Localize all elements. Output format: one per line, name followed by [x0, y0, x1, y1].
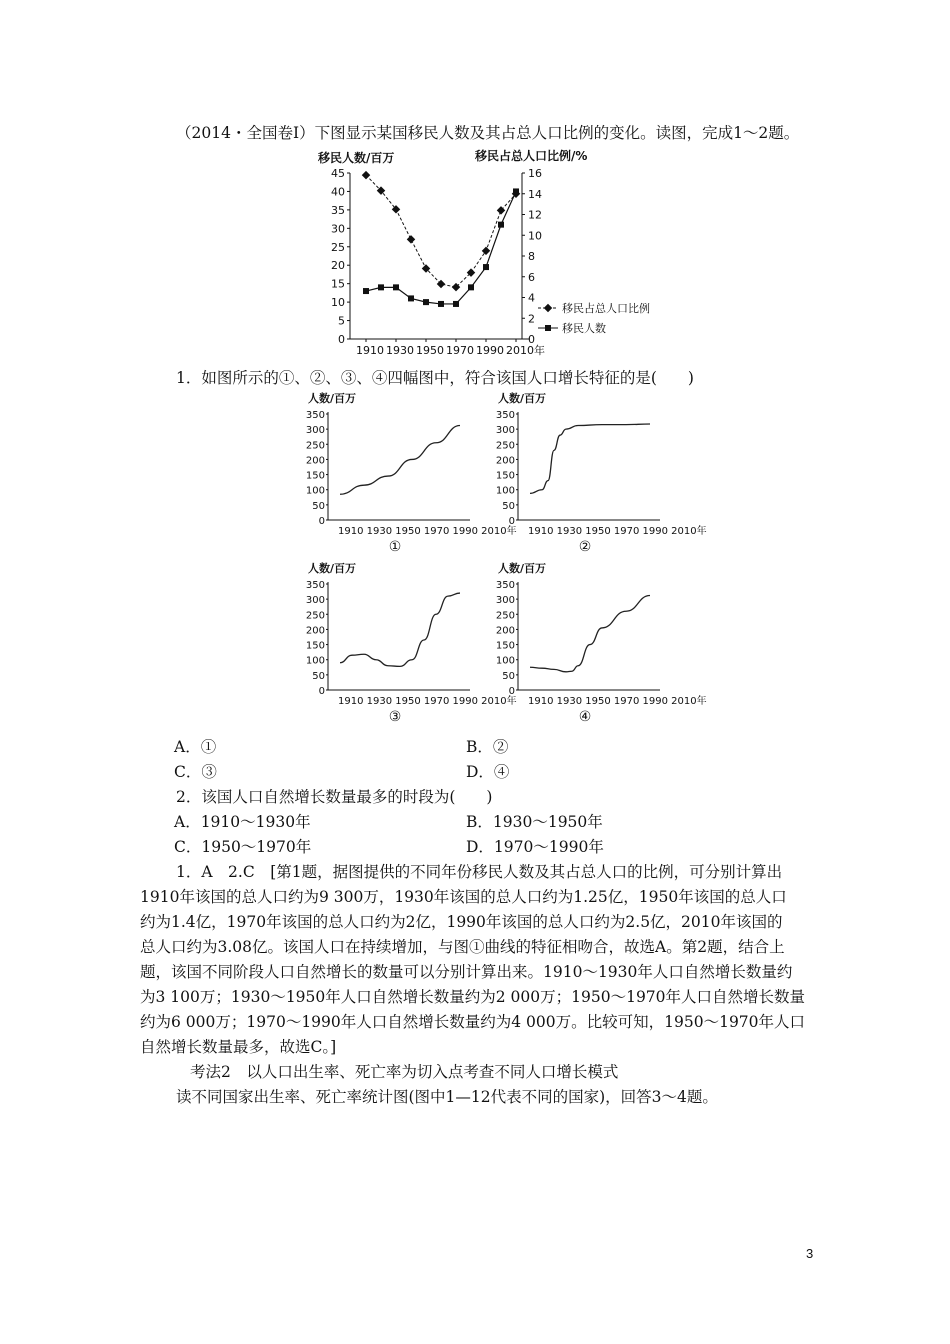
left-tick-label: 20	[331, 259, 345, 273]
count-point	[438, 301, 444, 307]
graph-y-title: 人数/百万	[498, 562, 547, 575]
x-tick-label: 1950	[416, 344, 444, 357]
left-tick-label: 25	[331, 240, 345, 254]
x-tick-label: 2010年	[506, 344, 545, 357]
ratio-point	[452, 283, 460, 291]
graph-4	[490, 560, 707, 730]
q2-option-d[interactable]: D．1970～1990年	[466, 838, 604, 856]
q2-option-c[interactable]: C．1950～1970年	[174, 838, 312, 856]
answer-line: 1910年该国的总人口约为9 300万，1930年该国的总人口约为1.25亿，1950年该国的总人口	[140, 888, 787, 906]
graph-y-tick-label: 350	[305, 580, 325, 591]
graph-y-tick-label: 250	[305, 610, 325, 622]
count-point	[423, 299, 429, 305]
graph-x-tick-labels: 1910 1930 1950 1970 1990 2010年	[338, 526, 517, 537]
graph-y-tick-label: 100	[305, 655, 325, 667]
graph-x-tick-labels: 1910 1930 1950 1970 1990 2010年	[528, 696, 707, 707]
ratio-point	[437, 280, 445, 288]
right-tick-label: 6	[528, 270, 535, 284]
right-tick-label: 0	[528, 333, 535, 346]
x-tick-label: 1910	[356, 344, 384, 357]
left-tick-label: 35	[331, 203, 345, 217]
left-tick-label: 15	[331, 277, 345, 291]
answer-line: 为3 100万；1930～1950年人口自然增长数量约为2 000万；1950～1970年人口自然增长数量	[140, 988, 806, 1006]
right-tick-label: 14	[528, 187, 542, 201]
graph-y-tick-label: 0	[318, 686, 325, 697]
population-curve	[530, 596, 650, 672]
x-tick-label: 1990	[476, 344, 504, 357]
graph-y-tick-label: 100	[305, 485, 325, 497]
population-curve	[530, 424, 650, 493]
graph-x-tick-labels: 1910 1930 1950 1970 1990 2010年	[528, 526, 707, 537]
method-heading: 考法2 以人口出生率、死亡率为切入点考查不同人口增长模式	[190, 1063, 619, 1081]
graph-label: ④	[578, 709, 592, 725]
graph-y-tick-label: 150	[495, 470, 515, 482]
left-tick-label: 5	[338, 314, 345, 328]
answer-line: 题，该国不同阶段人口自然增长的数量可以分别计算出来。1910～1930年人口自然增长数量约	[140, 963, 793, 981]
graph-y-tick-label: 300	[495, 425, 515, 437]
graph-y-tick-label: 150	[305, 470, 325, 482]
graph-y-tick-label: 150	[305, 640, 325, 652]
left-tick-label: 40	[331, 185, 345, 199]
graph-y-tick-label: 300	[495, 595, 515, 607]
left-tick-label: 0	[338, 333, 345, 346]
ratio-point	[482, 247, 490, 255]
count-point	[408, 295, 414, 301]
count-point	[513, 188, 519, 194]
count-point	[378, 284, 384, 290]
graph-y-title: 人数/百万	[308, 392, 357, 405]
graph-y-tick-label: 50	[312, 670, 325, 682]
method-text: 读不同国家出生率、死亡率统计图(图中1—12代表不同的国家)，回答3～4题。	[176, 1088, 718, 1106]
graph-y-tick-label: 100	[495, 655, 515, 667]
count-point	[453, 301, 459, 307]
graph-y-tick-label: 300	[305, 595, 325, 607]
count-point	[498, 222, 504, 228]
graph-y-tick-label: 300	[305, 425, 325, 437]
legend-count-label: 移民人数	[562, 322, 606, 335]
q2-option-b[interactable]: B．1930～1950年	[466, 813, 603, 831]
graph-y-tick-label: 0	[508, 516, 515, 527]
ratio-point	[497, 206, 505, 214]
immigration-chart	[300, 146, 650, 366]
graph-y-tick-label: 200	[305, 625, 325, 637]
ratio-point	[362, 171, 370, 179]
right-tick-label: 10	[528, 229, 542, 243]
q1-option-a[interactable]: A．①	[174, 738, 217, 756]
x-tick-label: 1930	[386, 344, 414, 357]
q2-option-a[interactable]: A．1910～1930年	[174, 813, 311, 831]
right-tick-label: 16	[528, 167, 542, 180]
left-tick-label: 10	[331, 296, 345, 310]
graph-y-title: 人数/百万	[498, 392, 547, 405]
page-number: 3	[806, 1246, 814, 1261]
graph-y-tick-label: 250	[495, 440, 515, 452]
graph-1	[300, 390, 517, 560]
graph-y-tick-label: 150	[495, 640, 515, 652]
graph-y-tick-label: 50	[312, 500, 325, 512]
x-tick-label: 1970	[446, 344, 474, 357]
graph-y-title: 人数/百万	[308, 562, 357, 575]
graph-3	[300, 560, 517, 730]
ratio-point	[407, 235, 415, 243]
graph-y-tick-label: 50	[502, 670, 515, 682]
right-tick-label: 4	[528, 291, 535, 305]
graph-label: ②	[578, 539, 592, 555]
graph-y-tick-label: 0	[318, 516, 325, 527]
graph-y-tick-label: 350	[305, 410, 325, 421]
count-point	[363, 288, 369, 294]
q1-option-d[interactable]: D．④	[466, 763, 510, 781]
answer-line: 约为1.4亿，1970年该国的总人口约为2亿，1990年该国的总人口约为2.5亿，2010年该国的	[140, 913, 783, 931]
q2-stem: 2．该国人口自然增长数量最多的时段为( )	[176, 788, 493, 806]
answer-line: 约为6 000万；1970～1990年人口自然增长数量约为4 000万。比较可知，1950～1970年人口	[140, 1013, 806, 1031]
population-curve	[340, 426, 460, 495]
left-axis-title: 移民人数/百万	[318, 151, 395, 165]
graph-y-tick-label: 250	[495, 610, 515, 622]
graph-y-tick-label: 200	[305, 455, 325, 467]
left-tick-label: 45	[331, 167, 345, 180]
q1-stem: 1．如图所示的①、②、③、④四幅图中，符合该国人口增长特征的是( )	[176, 369, 694, 387]
legend-ratio-label: 移民占总人口比例	[562, 302, 650, 315]
graph-y-tick-label: 250	[305, 440, 325, 452]
intro-text: （2014・全国卷Ⅰ）下图显示某国移民人数及其占总人口比例的变化。读图，完成1～2题。	[176, 124, 800, 142]
graph-y-tick-label: 50	[502, 500, 515, 512]
graph-y-tick-label: 350	[495, 410, 515, 421]
graph-label: ③	[388, 709, 402, 725]
q1-option-c[interactable]: C．③	[174, 763, 217, 781]
graph-label: ①	[388, 539, 402, 555]
q1-option-b[interactable]: B．②	[466, 738, 509, 756]
answer-line: 自然增长数量最多，故选C。]	[140, 1038, 337, 1056]
count-point	[468, 284, 474, 290]
graph-2	[490, 390, 707, 560]
right-axis-title: 移民占总人口比例/%	[475, 149, 588, 163]
graph-y-tick-label: 0	[508, 686, 515, 697]
ratio-line	[366, 175, 516, 287]
graph-y-tick-label: 100	[495, 485, 515, 497]
legend	[538, 301, 650, 335]
answer-line: 1．A 2.C [第1题，据图提供的不同年份移民人数及其占总人口的比例，可分别计算出	[176, 863, 783, 881]
left-tick-label: 30	[331, 222, 345, 236]
answer-line: 总人口约为3.08亿。该国人口在持续增加，与图①曲线的特征相吻合，故选A。第2题，结合上	[140, 938, 785, 956]
graph-y-tick-label: 200	[495, 455, 515, 467]
right-tick-label: 2	[528, 312, 535, 326]
graph-x-tick-labels: 1910 1930 1950 1970 1990 2010年	[338, 696, 517, 707]
count-point	[483, 264, 489, 270]
graph-y-tick-label: 200	[495, 625, 515, 637]
population-curve	[340, 593, 460, 666]
right-tick-label: 8	[528, 250, 535, 263]
graph-y-tick-label: 350	[495, 580, 515, 591]
count-point	[393, 284, 399, 290]
right-tick-label: 12	[528, 208, 542, 222]
